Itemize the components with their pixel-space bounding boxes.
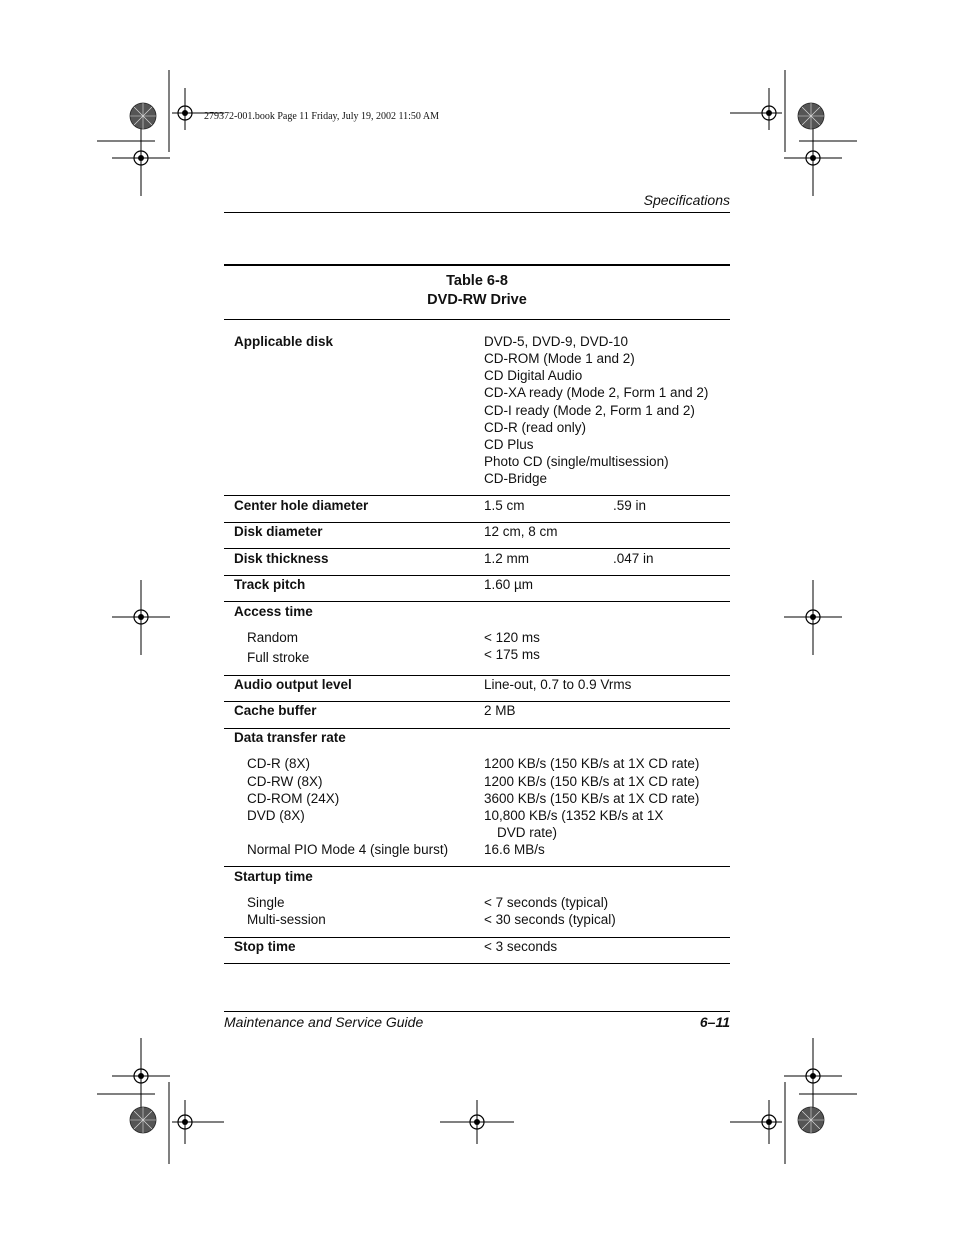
sub-value: < 30 seconds (typical) bbox=[484, 912, 616, 927]
row-label: Startup time bbox=[234, 869, 313, 884]
row-label: Cache buffer bbox=[234, 703, 317, 718]
print-file-info: 279372-001.book Page 11 Friday, July 19, 2002 11:50 AM bbox=[204, 111, 439, 122]
sub-label: Multi-session bbox=[247, 912, 326, 927]
sub-value: < 120 ms bbox=[484, 630, 540, 645]
sub-label: Single bbox=[247, 895, 285, 910]
row-value: 1.2 mm bbox=[484, 551, 530, 566]
table-caption bbox=[224, 272, 730, 310]
row-value: CD-R (read only) bbox=[484, 420, 587, 435]
row-label: Stop time bbox=[234, 939, 296, 954]
table-number: Table 6-8 bbox=[446, 273, 508, 289]
row-label: Audio output level bbox=[234, 677, 352, 692]
row-value: CD-I ready (Mode 2, Form 1 and 2) bbox=[484, 403, 695, 418]
row-label: Access time bbox=[234, 604, 313, 619]
row-divider bbox=[224, 866, 730, 867]
table-top-rule bbox=[224, 264, 730, 266]
row-value: DVD-5, DVD-9, DVD-10 bbox=[484, 334, 629, 349]
sub-label: CD-ROM (24X) bbox=[247, 791, 340, 806]
row-divider bbox=[224, 675, 730, 676]
row-divider bbox=[224, 495, 730, 496]
sub-value: 16.6 MB/s bbox=[484, 842, 545, 857]
row-divider bbox=[224, 575, 730, 576]
page-number: 6–11 bbox=[699, 1014, 730, 1030]
sub-value: 1200 KB/s (150 KB/s at 1X CD rate) bbox=[484, 774, 700, 789]
footer-guide-title: Maintenance and Service Guide bbox=[224, 1014, 424, 1030]
table-title: DVD-RW Drive bbox=[427, 292, 527, 308]
running-header: Specifications bbox=[643, 192, 730, 208]
caption-rule bbox=[224, 319, 730, 320]
row-value: CD Plus bbox=[484, 437, 534, 452]
sub-label: Full stroke bbox=[247, 650, 310, 665]
row-label: Applicable disk bbox=[234, 334, 334, 349]
row-divider bbox=[224, 728, 730, 729]
sub-value: 3600 KB/s (150 KB/s at 1X CD rate) bbox=[484, 791, 700, 806]
row-value: 2 MB bbox=[484, 703, 516, 718]
header-rule bbox=[224, 212, 730, 213]
row-value: CD-XA ready (Mode 2, Form 1 and 2) bbox=[484, 385, 709, 400]
sub-value: < 175 ms bbox=[484, 647, 540, 662]
row-label: Data transfer rate bbox=[234, 730, 346, 745]
row-divider bbox=[224, 937, 730, 938]
row-divider bbox=[224, 701, 730, 702]
row-value: 1.5 cm bbox=[484, 498, 525, 513]
row-value: CD-ROM (Mode 1 and 2) bbox=[484, 351, 635, 366]
row-value-alt: .047 in bbox=[613, 551, 654, 566]
row-value-alt: .59 in bbox=[613, 498, 647, 513]
sub-value: < 7 seconds (typical) bbox=[484, 895, 609, 910]
row-value: 12 cm, 8 cm bbox=[484, 524, 558, 539]
row-value: Line-out, 0.7 to 0.9 Vrms bbox=[484, 677, 632, 692]
row-label: Disk thickness bbox=[234, 551, 329, 566]
row-value: CD-Bridge bbox=[484, 471, 548, 486]
table-bottom-rule bbox=[224, 963, 730, 964]
sub-label: CD-R (8X) bbox=[247, 756, 310, 771]
row-label: Center hole diameter bbox=[234, 498, 369, 513]
sub-label: Random bbox=[247, 630, 299, 645]
sub-value: 10,800 KB/s (1352 KB/s at 1X bbox=[484, 808, 664, 823]
row-value: 1.60 µm bbox=[484, 577, 534, 592]
footer-rule bbox=[224, 1011, 730, 1012]
sub-label: CD-RW (8X) bbox=[247, 774, 323, 789]
row-label: Track pitch bbox=[234, 577, 306, 592]
sub-label: DVD (8X) bbox=[247, 808, 305, 823]
row-divider bbox=[224, 522, 730, 523]
table-row bbox=[224, 334, 730, 496]
row-divider bbox=[224, 548, 730, 549]
row-value: Photo CD (single/multisession) bbox=[484, 454, 669, 469]
sub-value-continued: DVD rate) bbox=[497, 825, 558, 840]
row-divider bbox=[224, 601, 730, 602]
row-label: Disk diameter bbox=[234, 524, 323, 539]
sub-value: 1200 KB/s (150 KB/s at 1X CD rate) bbox=[484, 756, 700, 771]
row-value: < 3 seconds bbox=[484, 939, 558, 954]
sub-label: Normal PIO Mode 4 (single burst) bbox=[247, 842, 449, 857]
row-value: CD Digital Audio bbox=[484, 368, 583, 383]
